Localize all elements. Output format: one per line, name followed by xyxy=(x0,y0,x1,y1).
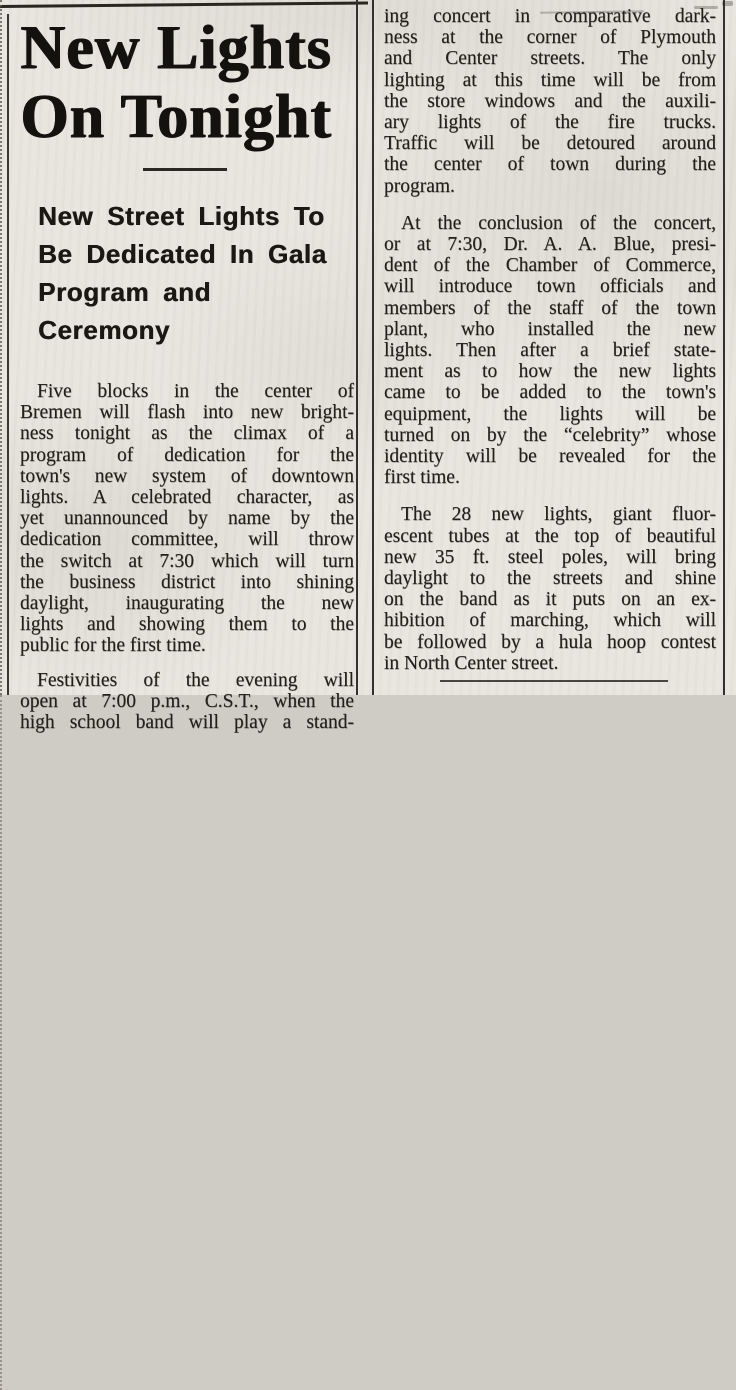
body-text-line: At the conclusion of the concert, xyxy=(401,212,716,234)
body-text-line: first time. xyxy=(384,467,460,489)
body-text-line: escent tubes at the top of beautiful xyxy=(384,525,716,547)
left-column-right-rule xyxy=(356,0,358,695)
right-column-right-rule xyxy=(723,0,725,695)
body-text-line: turned on by the “celebrity” whose xyxy=(384,424,716,446)
body-text-line: on the band as it puts on an ex- xyxy=(384,589,716,611)
body-text-line: in North Center street. xyxy=(384,652,559,674)
right-column-left-rule xyxy=(372,0,374,695)
body-text-line: ing concert in comparative dark- xyxy=(384,6,716,27)
left-column xyxy=(20,0,354,733)
body-text-line: equipment, the lights will be xyxy=(384,403,716,425)
body-text-line: ary lights of the fire trucks. xyxy=(384,112,716,134)
right-column xyxy=(384,6,716,682)
body-text-line: and Center streets. The only xyxy=(384,48,716,70)
article-end-divider xyxy=(440,680,668,682)
body-text-line: came to be added to the town's xyxy=(384,382,716,404)
body-text-line: new 35 ft. steel poles, will bring xyxy=(384,546,716,568)
body-text-line: Five blocks in the center of xyxy=(37,381,354,402)
body-text-line: open at 7:00 p.m., C.S.T., when the xyxy=(20,690,354,712)
body-text-line: Bremen will flash into new bright- xyxy=(20,402,354,424)
body-paragraph xyxy=(384,504,716,674)
subheadline xyxy=(20,197,354,349)
body-text-line: ness at the corner of Plymouth xyxy=(384,27,716,49)
body-text-line: ness tonight as the climax of a xyxy=(20,423,354,445)
body-text-line: identity will be revealed for the xyxy=(384,446,716,468)
body-text-line: public for the first time. xyxy=(20,635,206,657)
body-text-line: the business district into shining xyxy=(20,571,354,593)
headline-line: On Tonight xyxy=(20,83,332,151)
headline-divider xyxy=(143,168,227,171)
body-paragraph xyxy=(20,381,354,657)
body-text-line: dedication committee, will throw xyxy=(20,529,354,551)
subheadline-line: New Street Lights To xyxy=(38,201,325,231)
body-text-line: yet unannounced by name by the xyxy=(20,508,354,530)
subheadline-line: Be Dedicated In Gala xyxy=(38,239,327,269)
body-text-line: daylight to the streets and shine xyxy=(384,568,716,590)
body-text-line: The 28 new lights, giant fluor- xyxy=(401,504,716,526)
body-text-line: daylight, inaugurating the new xyxy=(20,593,354,615)
body-text-line: will introduce town officials and xyxy=(384,276,716,298)
body-text-line: program of dedication for the xyxy=(20,444,354,466)
body-text-line: lights and showing them to the xyxy=(20,614,354,636)
body-paragraph xyxy=(384,213,716,489)
body-paragraph xyxy=(384,6,716,197)
body-text-line: town's new system of downtown xyxy=(20,465,354,487)
body-text-line: program. xyxy=(384,175,455,197)
headline xyxy=(20,14,354,152)
body-text-line: high school band will play a stand- xyxy=(20,712,354,734)
body-paragraph xyxy=(20,670,354,734)
body-text-line: lights. A celebrated character, as xyxy=(20,487,354,509)
left-border-rule xyxy=(7,14,9,695)
body-text-line: hibition of marching, which will xyxy=(384,610,716,632)
page-edge-dotted-rule xyxy=(0,695,2,1390)
right-column-body xyxy=(384,6,716,674)
body-text-line: Festivities of the evening will xyxy=(37,669,354,691)
subheadline-line: Program and Ceremony xyxy=(38,277,211,345)
body-text-line: the switch at 7:30 which will turn xyxy=(20,550,354,572)
body-text-line: Traffic will be detoured around xyxy=(384,133,716,155)
body-text-line: ment as to how the new lights xyxy=(384,361,716,383)
body-text-line: members of the staff of the town xyxy=(384,297,716,319)
body-text-line: plant, who installed the new xyxy=(384,318,716,340)
body-text-line: or at 7:30, Dr. A. A. Blue, presi- xyxy=(384,234,716,256)
body-text-line: the store windows and the auxili- xyxy=(384,90,716,112)
body-text-line: dent of the Chamber of Commerce, xyxy=(384,255,716,277)
body-text-line: the center of town during the xyxy=(384,154,716,176)
body-text-line: lighting at this time will be from xyxy=(384,69,716,91)
body-text-line: lights. Then after a brief state- xyxy=(384,340,716,362)
headline-line: New Lights xyxy=(20,14,332,82)
left-column-body xyxy=(20,381,354,733)
column-gutter-dotted-rule xyxy=(0,0,2,695)
scan-smudge xyxy=(722,1,733,6)
body-text-line: be followed by a hula hoop contest xyxy=(384,631,716,653)
